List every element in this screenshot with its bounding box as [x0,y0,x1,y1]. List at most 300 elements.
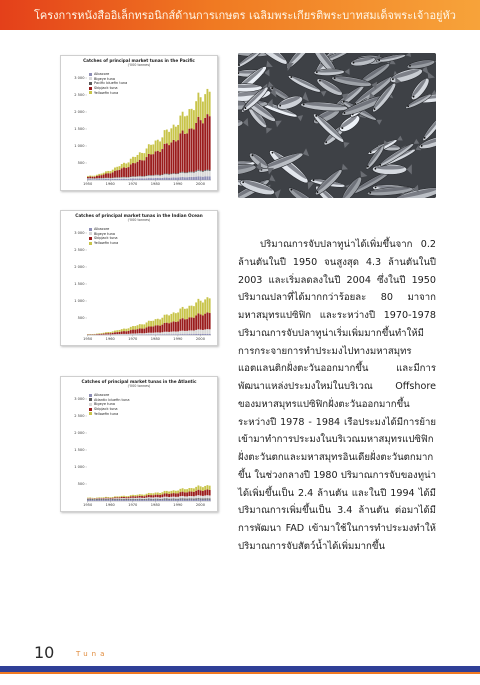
bar-1998-2 [195,496,197,499]
bar-2002-2 [204,170,206,171]
bar-1962-1 [114,499,116,500]
bar-1982-1 [159,176,161,179]
bar-2003-1 [206,498,208,499]
bar-1992-3 [182,492,184,496]
bar-1985-3 [166,143,168,173]
bar-2004-2 [209,313,211,329]
bar-1985-3 [166,493,168,496]
bar-2001-4 [202,102,204,124]
bar-1967-4 [125,163,127,167]
x-tick-label-5: 2000 [195,503,206,508]
bar-1994-4 [186,489,188,492]
bar-1962-1 [114,334,116,335]
bar-1950-0 [87,179,89,180]
x-tick-label-0: 1950 [83,503,93,508]
x-tick-label-4: 1990 [173,337,183,342]
bar-1969-0 [130,179,132,180]
x-tick-label-1: 1960 [105,182,115,187]
bar-1978-0 [150,334,152,335]
header-title: โครงการหนังสืออิเล็กทรอนิกส์ด้านการเกษตร เฉลิมพระเกียรติพระบาทสมเด็จพระเจ้าอยู่หัว [34,9,456,22]
bar-2001-0 [202,177,204,180]
bar-1999-0 [197,176,199,180]
bar-1952-1 [92,179,94,180]
bar-1952-1 [92,499,94,500]
bar-1968-0 [128,500,130,501]
bar-1986-4 [168,132,170,145]
bar-1993-0 [184,177,186,180]
x-tick-label-0: 1950 [83,182,93,187]
chart-indian-title: Catches of principal market tunas in the Indian Ocean [75,213,203,218]
bar-1977-1 [148,333,150,335]
y-tick-label-3: 2 000 [74,265,85,270]
bar-1955-1 [98,499,100,500]
chart-indian [60,210,218,346]
bar-1963-0 [116,500,118,501]
bar-1972-1 [137,499,139,500]
bar-2003-1 [206,171,208,177]
bar-1971-3 [134,326,136,330]
bar-1989-3 [175,313,177,322]
bar-1972-3 [137,496,139,498]
bar-2004-0 [209,334,211,335]
bar-1960-4 [110,497,112,498]
bar-1969-1 [130,499,132,500]
bar-1977-3 [148,495,150,497]
bar-1991-3 [179,309,181,320]
legend-swatch [89,82,92,85]
bar-1975-3 [143,324,145,328]
bar-2000-2 [200,314,202,329]
bar-1980-0 [155,334,157,335]
bar-1970-4 [132,157,134,163]
y-tick-label-5: 3 000 [74,231,85,236]
bar-1992-1 [182,331,184,335]
bar-1957-3 [103,498,105,499]
bar-1958-0 [105,179,107,180]
bar-1991-3 [179,492,181,496]
bar-1957-4 [103,173,105,175]
bar-1989-0 [175,178,177,180]
bar-1959-3 [107,173,109,178]
bar-1996-1 [191,498,193,499]
bar-1995-3 [188,306,190,318]
bar-1961-1 [112,499,114,500]
bar-1979-2 [152,326,154,332]
x-tick-label-3: 1980 [150,182,160,187]
chart-atlantic-title: Catches of principal market tunas in the Atlantic [81,379,197,384]
bar-1975-2 [143,329,145,334]
bar-2000-0 [200,177,202,180]
bar-1983-3 [161,149,163,174]
bar-1992-2 [182,172,184,173]
bar-1976-3 [146,322,148,327]
bar-1997-1 [193,330,195,334]
bar-1981-2 [157,325,159,332]
legend-label: Albacore [94,227,110,232]
bar-1989-1 [175,174,177,177]
bar-1999-4 [197,485,199,489]
bar-1950-0 [87,500,89,501]
bar-1973-1 [139,499,141,500]
bar-1976-1 [146,499,148,500]
bar-1982-0 [159,178,161,180]
bar-1990-4 [177,491,179,494]
bar-2003-0 [206,499,208,501]
bar-1997-4 [193,488,195,491]
bar-1967-2 [125,498,127,499]
bar-1973-1 [139,333,141,334]
bar-1956-1 [101,499,103,500]
x-tick-label-4: 1990 [173,503,183,508]
bar-1989-1 [175,332,177,335]
bar-1966-0 [123,179,125,180]
bar-1986-3 [168,315,170,323]
bar-1952-4 [92,498,94,499]
bar-1974-1 [141,499,143,500]
bar-1979-1 [152,176,154,178]
bar-1963-0 [116,179,118,180]
bar-2003-2 [206,312,208,329]
bar-1981-3 [157,495,159,498]
bar-1988-2 [173,173,175,174]
bar-1986-3 [168,494,170,497]
y-tick-label-0: 500 [77,482,85,487]
bar-1969-1 [130,334,132,335]
bar-1970-2 [132,330,134,334]
bar-1970-3 [132,326,134,330]
bar-1998-4 [195,101,197,123]
bar-1970-1 [132,499,134,500]
bar-1950-3 [87,177,89,178]
bar-1952-0 [92,179,94,180]
bar-1985-3 [166,314,168,322]
bar-1958-2 [105,498,107,499]
bar-1955-4 [98,497,100,498]
bar-1999-2 [197,313,199,329]
bar-1961-0 [112,179,114,180]
bar-1963-1 [116,334,118,335]
bar-1995-2 [188,317,190,330]
bar-1988-3 [173,493,175,497]
bar-1990-1 [177,331,179,334]
bar-1971-1 [134,177,136,179]
bar-1959-2 [107,333,109,334]
bar-1981-0 [157,334,159,335]
bar-1974-3 [141,496,143,498]
bar-1969-2 [130,330,132,334]
bar-1988-2 [173,321,175,331]
bar-2001-0 [202,500,204,501]
bar-1958-4 [105,497,107,498]
bar-1981-3 [157,151,159,175]
bar-1977-1 [148,499,150,500]
bar-1993-0 [184,334,186,335]
bar-1962-3 [114,331,116,333]
bar-1990-2 [177,173,179,174]
bar-1955-0 [98,179,100,180]
chart-indian-legend [89,227,118,245]
bar-1964-3 [119,497,121,498]
x-tick-label-3: 1980 [150,503,160,508]
bar-1979-4 [152,493,154,495]
bar-1967-3 [125,168,127,177]
bar-1978-1 [150,499,152,500]
x-tick-label-4: 1990 [173,182,183,187]
bar-1952-4 [92,176,94,177]
bar-1967-2 [125,331,127,334]
bar-1992-0 [182,499,184,501]
bar-1969-1 [130,177,132,179]
legend-label: Pacific bluefin tuna [94,81,128,86]
bar-1970-1 [132,333,134,334]
bar-1980-2 [155,497,157,498]
bar-2000-1 [200,330,202,334]
bar-1984-2 [164,174,166,175]
y-tick-label-3: 2 000 [74,110,85,115]
bar-1986-2 [168,497,170,499]
bar-2004-0 [209,176,211,180]
bar-2000-2 [200,170,202,171]
bar-1994-3 [186,133,188,172]
legend-swatch [89,228,92,231]
bar-1951-3 [89,177,91,179]
bar-1977-1 [148,176,150,178]
bar-1987-2 [170,322,172,331]
bar-1983-1 [161,332,163,334]
bar-1960-3 [110,332,112,333]
bar-1970-2 [132,498,134,499]
bar-2004-4 [209,92,211,116]
bar-1950-4 [87,176,89,177]
bar-2002-4 [204,486,206,490]
bar-1983-2 [161,497,163,499]
bar-1994-0 [186,500,188,501]
bar-1975-0 [143,178,145,180]
legend-swatch [89,87,92,90]
bar-1993-1 [184,173,186,177]
bar-1958-3 [105,173,107,177]
bar-1964-3 [119,170,121,178]
bar-1997-1 [193,499,195,500]
bar-1965-1 [121,499,123,500]
bar-1975-2 [143,498,145,499]
bar-1977-3 [148,154,150,175]
bar-1965-3 [121,329,123,331]
bar-1991-2 [179,496,181,498]
bar-2004-0 [209,500,211,501]
bar-1998-1 [195,330,197,334]
bar-1956-1 [101,178,103,179]
bar-1959-4 [107,171,109,173]
bar-2003-0 [206,176,208,180]
bar-1985-2 [166,497,168,499]
bar-1968-3 [128,328,130,331]
y-tick-label-5: 3 000 [74,397,85,402]
bar-1961-4 [112,497,114,498]
bar-2002-3 [204,299,206,313]
bar-1993-3 [184,492,186,496]
legend-item [89,241,118,246]
bar-1994-0 [186,177,188,180]
x-tick-label-2: 1970 [128,337,138,342]
bar-1973-0 [139,178,141,180]
bar-1989-4 [175,491,177,494]
bar-1991-2 [179,319,181,331]
bar-1975-4 [143,495,145,496]
bar-1959-3 [107,332,109,333]
chart-pacific-svg [61,56,217,190]
bar-2001-2 [202,171,204,172]
bar-1967-1 [125,499,127,500]
bar-1966-4 [123,163,125,168]
bar-1997-3 [193,306,195,318]
bar-1964-1 [119,499,121,500]
bar-1998-2 [195,315,197,329]
bar-1993-2 [184,319,186,331]
bar-1996-3 [191,306,193,318]
bar-1988-2 [173,497,175,499]
bar-1954-4 [96,498,98,499]
bar-1973-3 [139,324,141,328]
bar-1998-4 [195,487,197,491]
bar-1980-3 [155,319,157,325]
bar-1987-0 [170,500,172,501]
bar-1979-0 [152,178,154,180]
legend-swatch [89,237,92,240]
bar-1986-1 [168,175,170,178]
bar-1964-3 [119,330,121,332]
bar-1975-1 [143,499,145,500]
bar-1974-0 [141,500,143,501]
bar-1987-1 [170,174,172,177]
bar-1964-2 [119,332,121,334]
bar-1968-2 [128,498,130,499]
bar-2003-2 [206,495,208,498]
bar-1986-4 [168,491,170,493]
bar-1954-1 [96,499,98,500]
bar-1980-1 [155,332,157,334]
bar-1965-4 [121,164,123,168]
bar-1955-4 [98,174,100,175]
bar-1973-3 [139,496,141,498]
bar-1994-1 [186,173,188,177]
legend-label: Bigeye tuna [94,402,116,407]
bar-1965-0 [121,500,123,501]
bar-1994-0 [186,334,188,335]
bar-1973-2 [139,176,141,177]
bar-1959-4 [107,497,109,498]
bar-1973-4 [139,152,141,159]
bar-1972-0 [137,178,139,180]
bar-1973-2 [139,498,141,499]
bar-1962-4 [114,168,116,171]
bar-1991-1 [179,498,181,499]
bar-1979-2 [152,175,154,176]
bar-1955-3 [98,333,100,334]
bar-1991-1 [179,331,181,334]
bar-1963-2 [116,332,118,334]
bar-1979-3 [152,321,154,327]
bar-1999-3 [197,117,199,170]
bar-1995-0 [188,500,190,501]
bar-1983-1 [161,499,163,500]
bar-1971-3 [134,163,136,176]
bar-1960-0 [110,179,112,180]
bar-1990-3 [177,140,179,173]
bar-1955-2 [98,334,100,335]
bar-1989-3 [175,141,177,173]
bar-2003-3 [206,490,208,496]
bar-1998-1 [195,498,197,499]
bar-1978-1 [150,176,152,178]
bar-1954-2 [96,334,98,335]
bar-1968-0 [128,179,130,180]
bar-1993-4 [184,489,186,492]
bar-1976-2 [146,498,148,499]
bar-1978-2 [150,497,152,498]
bar-1950-4 [87,498,89,499]
bar-2002-1 [204,498,206,499]
bar-1956-3 [101,175,103,178]
bar-2001-2 [202,315,204,329]
bar-1987-1 [170,332,172,335]
bar-1993-3 [184,134,186,172]
bar-1987-4 [170,491,172,494]
chart-atlantic-subtitle: ('000 tonnes) [127,384,151,388]
bar-1984-1 [164,332,166,335]
bar-1958-4 [105,171,107,173]
bar-1982-4 [159,493,161,495]
bar-1964-2 [119,498,121,499]
bar-1966-1 [123,334,125,335]
bar-1983-4 [161,137,163,149]
bar-1997-3 [193,492,195,496]
bar-1961-3 [112,498,114,499]
bar-1972-1 [137,177,139,179]
bar-1977-0 [148,178,150,180]
bar-1961-4 [112,170,114,173]
bar-2003-1 [206,329,208,334]
bar-1982-4 [159,141,161,152]
bar-1972-3 [137,325,139,329]
bar-1998-1 [195,172,197,177]
bar-1965-4 [121,496,123,497]
y-tick-label-5: 3 000 [74,76,85,81]
bar-1975-3 [143,496,145,498]
bar-1996-4 [191,109,193,129]
bar-1988-0 [173,177,175,180]
bar-1981-0 [157,500,159,501]
bar-1980-3 [155,495,157,498]
bar-1972-2 [137,329,139,333]
bar-1986-2 [168,174,170,175]
bar-1980-0 [155,500,157,501]
bar-1983-3 [161,318,163,325]
bar-1988-0 [173,334,175,335]
bar-1981-1 [157,499,159,500]
bar-1982-0 [159,500,161,501]
bar-1998-0 [195,499,197,501]
bar-1996-3 [191,128,193,171]
bar-1985-4 [166,491,168,494]
bar-1985-0 [166,500,168,501]
bar-1995-0 [188,177,190,180]
bar-1982-1 [159,333,161,335]
bar-1977-4 [148,493,150,495]
chart-atlantic [60,376,218,512]
bar-1976-1 [146,333,148,335]
bar-2001-3 [202,302,204,315]
